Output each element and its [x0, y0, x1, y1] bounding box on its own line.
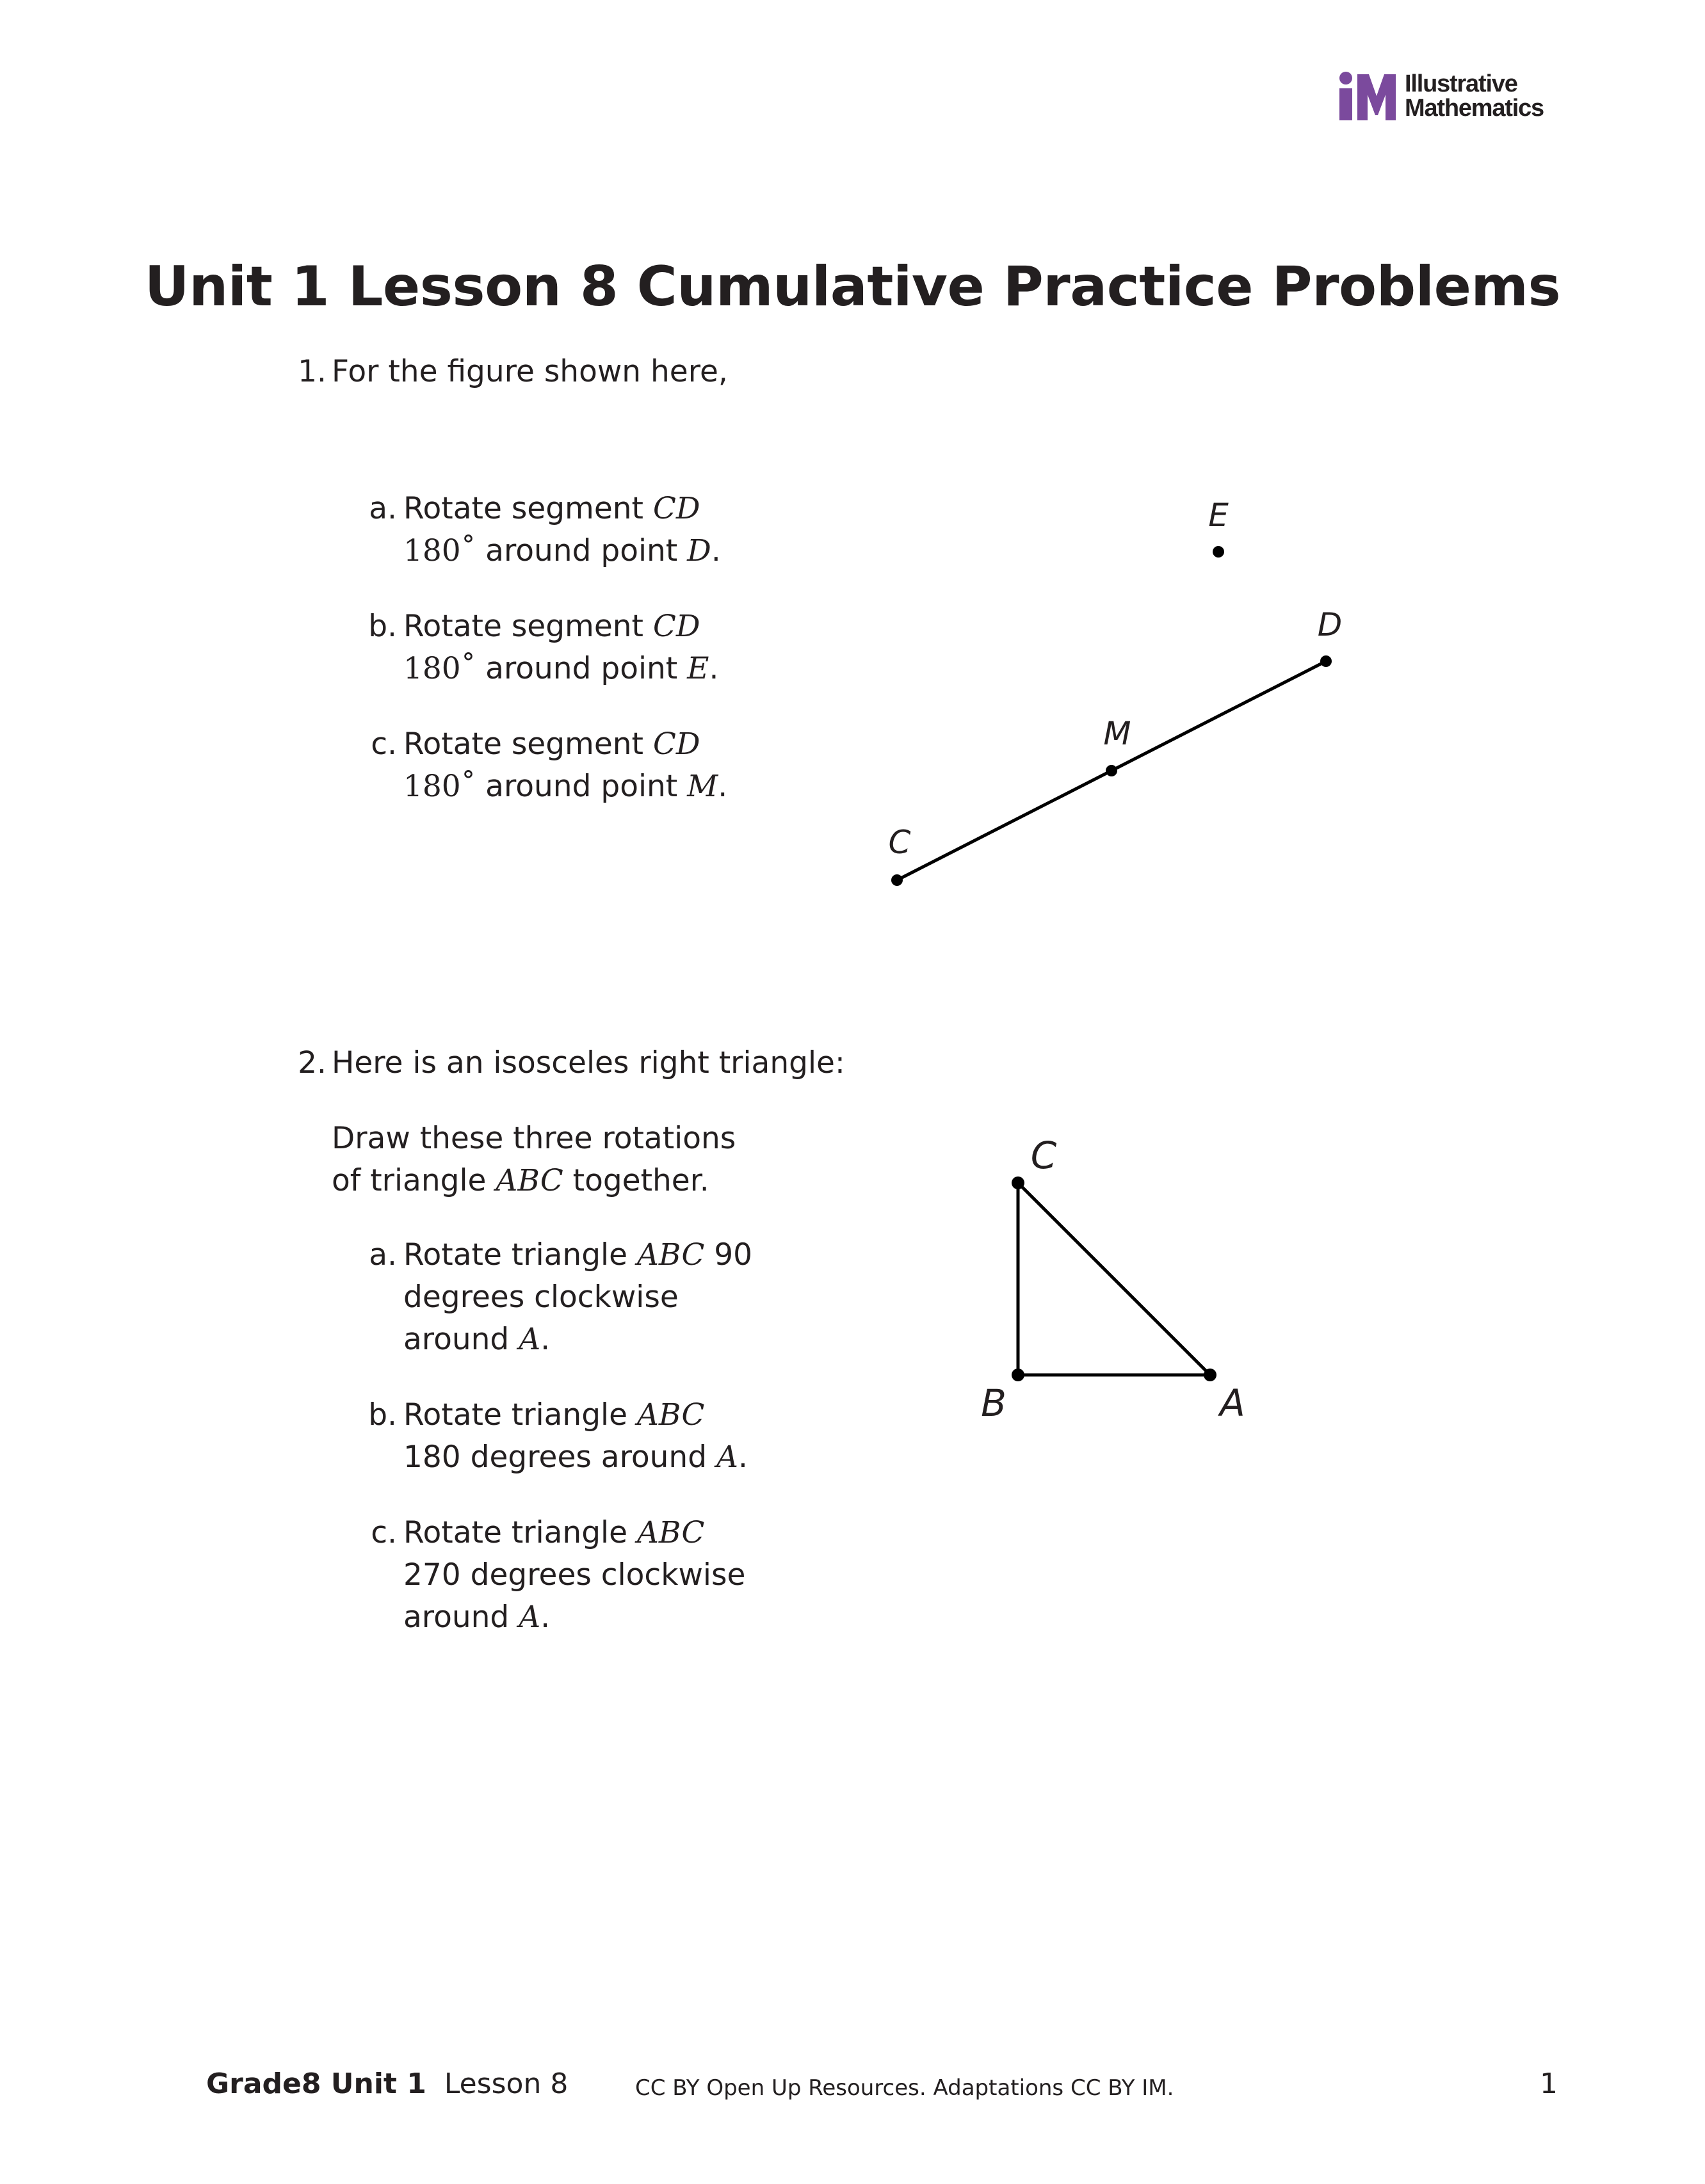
- label-m: M: [1103, 715, 1131, 752]
- problem-2b-line-2: [403, 1436, 748, 1479]
- label-c: C: [888, 824, 911, 861]
- problem-1b-letter: b.: [368, 609, 397, 644]
- problem-2-intro-pre: of triangle: [332, 1163, 496, 1198]
- segment-cd-figure: [832, 474, 1409, 922]
- problem-2b-line-1-math: ABC: [636, 1397, 705, 1433]
- page-title: Unit 1 Lesson 8 Cumulative Practice Problems: [144, 255, 1561, 319]
- problem-1b-segment: CD: [652, 609, 700, 644]
- problem-2c-line-3: [403, 1596, 550, 1639]
- problem-2-intro-post: together.: [563, 1163, 709, 1198]
- problem-1a-around: around point: [476, 533, 688, 568]
- problem-1c-letter: c.: [371, 727, 397, 762]
- footer-lesson: Lesson 8: [444, 2068, 569, 2100]
- problem-2a-line-1-end: 90: [704, 1237, 753, 1273]
- point-c: [891, 874, 903, 886]
- problem-2b-line-1: [403, 1394, 704, 1436]
- problem-2a-letter: a.: [369, 1237, 397, 1273]
- point-d: [1320, 655, 1332, 667]
- im-logo-mark-icon: [1338, 70, 1400, 122]
- problem-2c-line-1-math: ABC: [636, 1515, 705, 1550]
- problem-2c-line-3-math: A: [519, 1600, 541, 1635]
- logo-line-2: Mathematics: [1405, 95, 1544, 122]
- problem-2b-line-1-text: Rotate triangle: [403, 1397, 637, 1433]
- problem-1a-line-2: [403, 530, 721, 572]
- problem-2-intro-line-1: Draw these three rotations: [332, 1121, 736, 1156]
- problem-2c-letter: c.: [371, 1515, 397, 1550]
- problem-1-prompt: For the figure shown here,: [332, 354, 728, 389]
- problem-2b-line-2-math: A: [716, 1440, 738, 1475]
- problem-1c-line-2: [403, 766, 727, 808]
- point-e: [1213, 546, 1224, 558]
- problem-1b-text: Rotate segment: [403, 609, 653, 644]
- problem-1a-point: D: [687, 533, 711, 568]
- problem-2c-line-3-end: .: [540, 1600, 551, 1635]
- problem-2a-line-3-text: around: [403, 1322, 519, 1357]
- vertex-b: [1012, 1369, 1024, 1381]
- problem-1a-period: .: [711, 533, 721, 568]
- problem-1c-degree: ˚: [460, 769, 476, 804]
- triangle-abc: [1018, 1183, 1210, 1375]
- logo-wordmark: [1405, 72, 1544, 120]
- problem-2c-line-1-text: Rotate triangle: [403, 1515, 637, 1550]
- problem-1c-segment: CD: [652, 727, 700, 762]
- problem-2b-line-2-end: .: [738, 1440, 748, 1475]
- problem-1b-degree: ˚: [460, 651, 476, 686]
- problem-1b-line-1: [403, 606, 700, 648]
- problem-1a-degree: ˚: [460, 533, 476, 568]
- problem-1b-angle: 180: [403, 651, 461, 686]
- logo-line-1: Illustrative: [1405, 70, 1517, 97]
- problem-2c-line-2-text: 270 degrees clockwise: [403, 1557, 746, 1593]
- problem-1c-angle: 180: [403, 769, 461, 804]
- footer-grade-unit: Grade8 Unit 1: [206, 2068, 426, 2100]
- problem-1b-around: around point: [476, 651, 688, 686]
- label-c-triangle: C: [1030, 1134, 1057, 1177]
- problem-1c-around: around point: [476, 769, 688, 804]
- vertex-a: [1204, 1369, 1216, 1381]
- point-m: [1106, 765, 1117, 776]
- page-number: 1: [1540, 2068, 1558, 2100]
- problem-2c-line-1: [403, 1512, 704, 1554]
- problem-2a-line-1: [403, 1234, 752, 1276]
- triangle-abc-figure: [960, 1127, 1281, 1434]
- problem-2a-line-1-math: ABC: [636, 1237, 705, 1273]
- problem-1-number: 1.: [298, 354, 327, 389]
- problem-2c-line-3-text: around: [403, 1600, 519, 1635]
- problem-2-number: 2.: [298, 1045, 327, 1080]
- problem-1b-period: .: [709, 651, 719, 686]
- problem-1b-line-2: [403, 648, 718, 690]
- problem-2a-line-3-end: .: [540, 1322, 551, 1357]
- problem-2b-letter: b.: [368, 1397, 397, 1433]
- problem-2c-line-2: [403, 1554, 745, 1596]
- problem-1a-angle: 180: [403, 533, 461, 568]
- problem-2b-line-2-text: 180 degrees around: [403, 1440, 716, 1475]
- label-b-triangle: B: [981, 1381, 1006, 1425]
- problem-1c-line-1: [403, 723, 700, 766]
- footer-course: [206, 2066, 568, 2102]
- problem-1a-segment: CD: [652, 491, 700, 526]
- problem-2a-line-1-text: Rotate triangle: [403, 1237, 637, 1273]
- illustrative-mathematics-logo: [1338, 70, 1569, 122]
- label-e: E: [1208, 497, 1229, 534]
- problem-1a-text: Rotate segment: [403, 491, 653, 526]
- problem-2a-line-2-text: degrees clockwise: [403, 1280, 679, 1315]
- vertex-c: [1012, 1176, 1024, 1189]
- problem-1a-line-1: [403, 488, 700, 530]
- problem-1b-point: E: [687, 651, 709, 686]
- problem-2-prompt: Here is an isosceles right triangle:: [332, 1045, 845, 1080]
- problem-2a-line-3-math: A: [519, 1322, 541, 1357]
- problem-1a-letter: a.: [369, 491, 397, 526]
- problem-2a-line-2: [403, 1276, 679, 1319]
- label-d: D: [1317, 606, 1343, 643]
- problem-2-intro-triangle: ABC: [496, 1163, 563, 1198]
- problem-1c-period: .: [718, 769, 728, 804]
- label-a-triangle: A: [1220, 1381, 1245, 1425]
- problem-1c-text: Rotate segment: [403, 727, 653, 762]
- footer-license: CC BY Open Up Resources. Adaptations CC BY IM.: [635, 2075, 1174, 2101]
- problem-2a-line-3: [403, 1319, 550, 1361]
- problem-1c-point: M: [687, 769, 718, 804]
- problem-2-intro-line-2: [332, 1160, 709, 1202]
